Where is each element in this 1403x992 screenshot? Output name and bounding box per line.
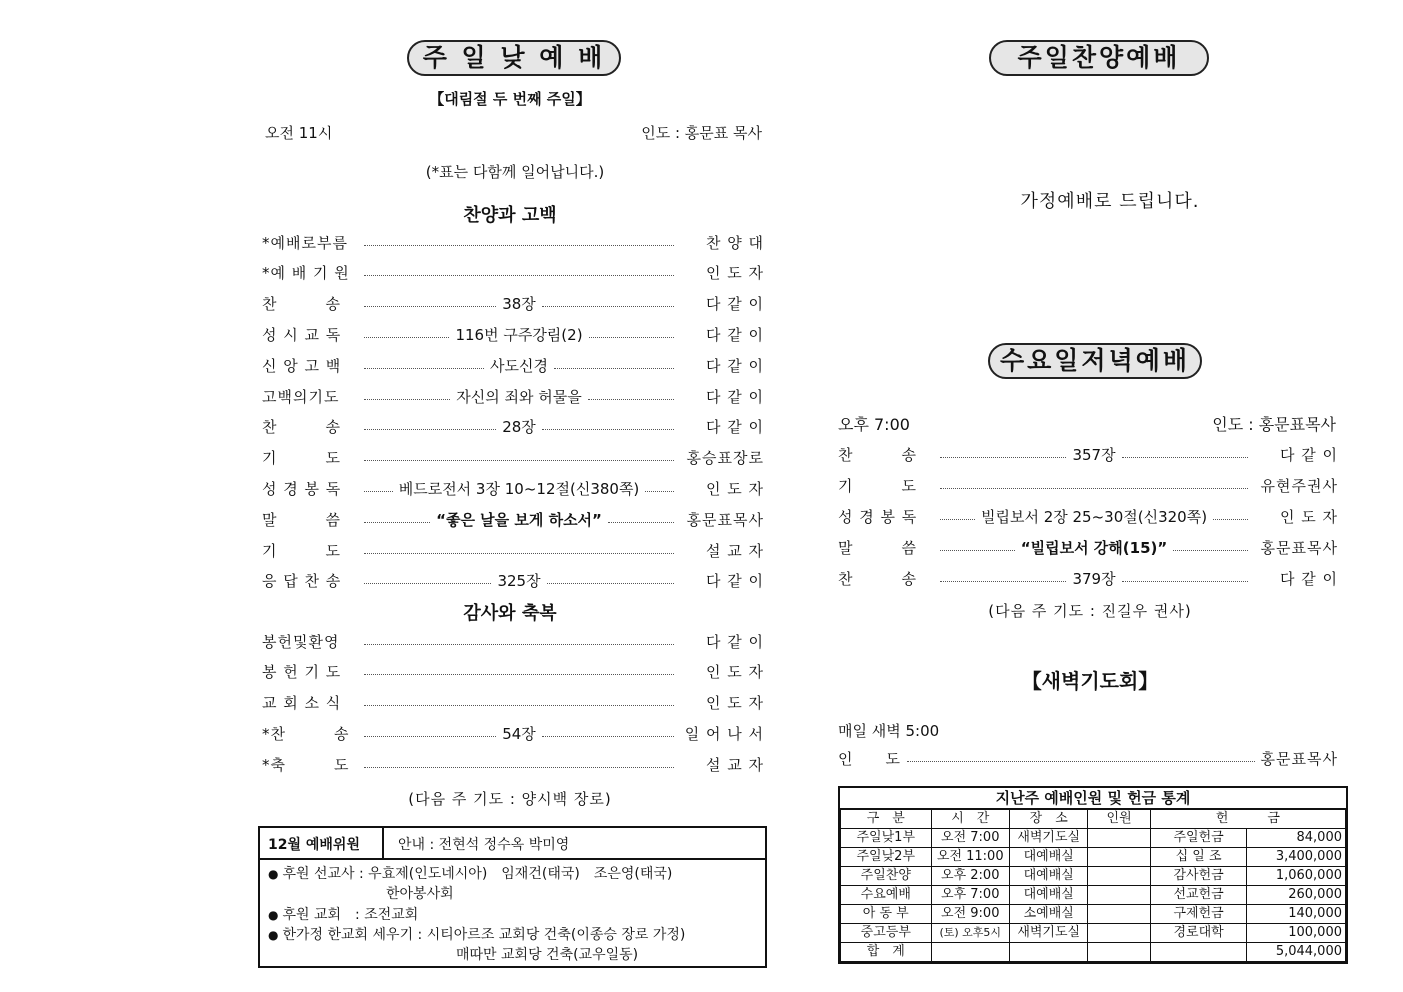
wed-item-label: 성 경 봉 독	[838, 507, 918, 526]
order-item-row	[262, 446, 764, 470]
wed-time: 오후 7:00	[838, 415, 910, 434]
order-item-dots	[588, 399, 674, 400]
stats-row	[841, 905, 1346, 924]
stats-row	[841, 848, 1346, 867]
title-wednesday-evening: 수요일저녁예배	[988, 343, 1202, 379]
order-item-label: 고백의기도	[262, 387, 340, 406]
section-thanks-blessing: 감사와 축복	[463, 603, 557, 624]
box-head-right: 안내 : 전현석 정수옥 박미영	[398, 837, 570, 853]
stats-header-cell: 장 소	[1009, 810, 1087, 829]
stats-cell: 주일찬양	[841, 867, 932, 886]
dawn-leader-row	[838, 746, 1338, 770]
order-item-row	[262, 538, 764, 562]
stats-table-wrap	[838, 786, 1348, 964]
order-item-content: 38장	[502, 295, 536, 314]
order-item-row	[262, 752, 764, 776]
order-item-content: 자신의 죄와 허물을	[456, 387, 582, 406]
box-head-left: 12월 예배위원	[268, 837, 360, 853]
stats-cell: 오후 7:00	[931, 886, 1009, 905]
wed-item-dots	[940, 519, 975, 520]
stats-cell: 주일낮2부	[841, 848, 932, 867]
standing-note: (*표는 다함께 일어납니다.)	[425, 163, 605, 181]
order-item-label: 신 앙 고 백	[262, 356, 342, 375]
order-item-row	[262, 322, 764, 346]
stats-cell: 새벽기도실	[1009, 829, 1087, 848]
stats-cell	[931, 943, 1009, 962]
order-item-dots	[364, 553, 674, 554]
stats-cell: 주일낮1부	[841, 829, 932, 848]
order-item-row	[262, 507, 764, 531]
order-item-content: 사도신경	[490, 356, 548, 375]
service-leader: 인도 : 홍문표 목사	[641, 124, 762, 142]
order-item-dots	[608, 522, 674, 523]
order-item-person: 다 같 이	[705, 572, 764, 591]
order-item-person: 인 도 자	[705, 694, 764, 713]
stats-cell: 100,000	[1247, 924, 1346, 943]
order-item-label: 성 경 봉 독	[262, 479, 342, 498]
order-item-person: 설 교 자	[705, 541, 764, 560]
order-item-label: 봉헌및환영	[262, 632, 340, 651]
order-item-person: 다 같 이	[706, 295, 765, 314]
stats-cell	[1150, 943, 1247, 962]
order-item-content: 325장	[497, 572, 541, 591]
order-item-dots	[364, 767, 674, 768]
title-sunday-praise: 주일찬양예배	[989, 40, 1209, 76]
dawn-prayer-title: 【새벽기도회】	[1021, 669, 1159, 693]
wed-item-content: 357장	[1072, 445, 1116, 464]
stats-cell: 140,000	[1247, 905, 1346, 924]
stats-cell: 260,000	[1247, 886, 1346, 905]
stats-cell	[1088, 848, 1150, 867]
order-item-dots	[364, 306, 496, 307]
order-item-person: 홍승표장로	[686, 449, 764, 468]
stats-cell	[1088, 905, 1150, 924]
wed-item-person: 다 같 이	[1279, 570, 1338, 589]
order-item-label: 찬 송	[262, 295, 341, 314]
box-line-missionary-cont: 한아봉사회	[386, 886, 454, 902]
order-item-content: 베드로전서 3장 10~12절(신380쪽)	[398, 479, 640, 498]
next-week-prayer: (다음 주 기도 : 양시백 장로)	[408, 790, 612, 808]
order-item-person: 설 교 자	[705, 755, 764, 774]
stats-cell: 소예배실	[1009, 905, 1087, 924]
stats-cell: 선교헌금	[1150, 886, 1247, 905]
stats-cell: 수요예배	[841, 886, 932, 905]
family-worship-note: 가정예배로 드립니다.	[1020, 191, 1200, 212]
order-item-dots	[364, 429, 496, 430]
box-divider-vertical	[382, 828, 384, 858]
order-item-dots	[364, 583, 491, 584]
order-item-row	[262, 415, 764, 439]
stats-header-row	[841, 810, 1346, 829]
wed-item-dots	[1122, 581, 1248, 582]
stats-cell	[1088, 829, 1150, 848]
order-item-label: 기 도	[262, 449, 341, 468]
title-sunday-worship: 주 일 낮 예 배	[407, 40, 621, 76]
order-item-label: 기 도	[262, 541, 341, 560]
stats-header-cell: 구 분	[841, 810, 932, 829]
stats-cell: 중고등부	[841, 924, 932, 943]
stats-cell: 3,400,000	[1247, 848, 1346, 867]
order-item-row	[262, 384, 764, 408]
stats-cell: 대예배실	[1009, 867, 1087, 886]
stats-cell: 합 계	[841, 943, 932, 962]
order-item-dots	[364, 337, 449, 338]
order-item-label: 성 시 교 독	[262, 325, 342, 344]
wed-item-row	[838, 442, 1338, 466]
wed-item-person: 인 도 자	[1280, 507, 1339, 526]
order-item-dots	[542, 306, 674, 307]
dawn-leader: 홍문표목사	[1260, 749, 1338, 768]
order-item-dots	[364, 368, 484, 369]
stats-cell: 84,000	[1247, 829, 1346, 848]
wed-item-person: 다 같 이	[1279, 445, 1338, 464]
stats-cell	[1088, 867, 1150, 886]
order-item-content: 28장	[502, 418, 536, 437]
wed-item-row	[838, 473, 1338, 497]
order-item-dots	[547, 583, 674, 584]
order-item-person: 인 도 자	[705, 663, 764, 682]
order-item-row	[262, 353, 764, 377]
wed-item-dots	[940, 581, 1066, 582]
stats-cell: 오후 2:00	[931, 867, 1009, 886]
order-item-dots	[542, 736, 674, 737]
order-item-dots	[364, 674, 674, 675]
wed-item-content: 379장	[1072, 570, 1116, 589]
order-item-dots	[364, 644, 674, 645]
order-item-row	[262, 230, 764, 254]
box-divider-horizontal	[260, 858, 765, 860]
order-item-content: 116번 구주강림(2)	[455, 325, 583, 344]
order-item-person: 다 같 이	[705, 632, 764, 651]
stats-row	[841, 943, 1346, 962]
order-item-dots	[542, 429, 674, 430]
order-item-row	[262, 292, 764, 316]
wed-next-prayer: (다음 주 기도 : 진길우 권사)	[988, 602, 1192, 620]
wed-item-label: 찬 송	[838, 570, 917, 589]
order-item-label: 봉 헌 기 도	[262, 663, 342, 682]
wed-item-dots	[940, 550, 1015, 551]
order-item-row	[262, 660, 764, 684]
service-time: 오전 11시	[265, 124, 333, 142]
order-item-person: 다 같 이	[705, 356, 764, 375]
subtitle-advent: 【대림절 두 번째 주일】	[429, 90, 591, 108]
wed-item-person: 유현주권사	[1260, 476, 1338, 495]
order-item-person: 다 같 이	[705, 387, 764, 406]
stats-header-cell: 인원	[1088, 810, 1150, 829]
dawn-time: 매일 새벽 5:00	[838, 722, 940, 740]
wed-item-label: 찬 송	[838, 445, 917, 464]
stats-cell: 오전 7:00	[931, 829, 1009, 848]
stats-cell: (토) 오후5시	[931, 924, 1009, 943]
order-item-dots	[364, 245, 674, 246]
stats-cell	[1009, 943, 1087, 962]
stats-cell: 1,060,000	[1247, 867, 1346, 886]
order-item-dots	[364, 399, 450, 400]
order-item-dots	[554, 368, 674, 369]
wed-item-dots	[940, 457, 1066, 458]
order-item-label: *예 배 기 원	[262, 264, 350, 283]
box-line-missionary: ● 후원 선교사 : 우효제(인도네시아) 임재건(태국) 조은영(태국)	[268, 863, 672, 883]
dawn-dots	[907, 761, 1255, 762]
stats-cell: 아 동 부	[841, 905, 932, 924]
box-line-one-family-cont: 매따만 교회당 건축(교우일동)	[456, 947, 639, 963]
wed-leader: 인도 : 홍문표목사	[1212, 415, 1336, 434]
stats-row	[841, 867, 1346, 886]
order-item-content: “좋은 날을 보게 하소서”	[436, 510, 602, 529]
order-item-dots	[364, 522, 430, 523]
order-item-dots	[364, 705, 674, 706]
order-item-person: 다 같 이	[706, 418, 765, 437]
order-item-person: 인 도 자	[705, 264, 764, 283]
order-item-label: 응 답 찬 송	[262, 572, 342, 591]
wed-item-dots	[1173, 550, 1248, 551]
order-item-row	[262, 691, 764, 715]
stats-cell: 구제헌금	[1150, 905, 1247, 924]
stats-cell	[1088, 924, 1150, 943]
stats-cell: 대예배실	[1009, 886, 1087, 905]
order-item-label: 교 회 소 식	[262, 694, 342, 713]
wed-item-dots	[940, 488, 1248, 489]
stats-cell: 대예배실	[1009, 848, 1087, 867]
stats-cell: 새벽기도실	[1009, 924, 1087, 943]
stats-row	[841, 924, 1346, 943]
order-item-label: *찬 송	[262, 724, 350, 743]
stats-table	[840, 809, 1346, 962]
wed-item-label: 말 씀	[838, 539, 917, 558]
order-item-label: 찬 송	[262, 418, 341, 437]
order-item-row	[262, 261, 764, 285]
order-item-person: 찬 양 대	[705, 233, 764, 252]
wed-item-row	[838, 567, 1338, 591]
stats-cell: 5,044,000	[1247, 943, 1346, 962]
wed-item-dots	[1122, 457, 1248, 458]
order-item-row	[262, 569, 764, 593]
order-item-label: *예배로부름	[262, 233, 348, 252]
stats-cell	[1088, 943, 1150, 962]
stats-cell	[1088, 886, 1150, 905]
box-line-one-family: ● 한가정 한교회 세우기 : 시티아르조 교회당 건축(이종승 장로 가정)	[268, 924, 685, 944]
box-line-church: ● 후원 교회 : 조전교회	[268, 904, 418, 924]
wed-item-dots	[1213, 519, 1248, 520]
section-praise-confession: 찬양과 고백	[463, 205, 557, 226]
wed-item-content: 빌립보서 2장 25~30절(신320쪽)	[980, 507, 1208, 526]
order-item-dots	[589, 337, 674, 338]
order-item-row	[262, 476, 764, 500]
wed-item-content: “빌립보서 강해(15)”	[1020, 539, 1168, 558]
order-item-dots	[364, 460, 674, 461]
stats-header-cell: 헌 금	[1150, 810, 1345, 829]
order-item-row	[262, 629, 764, 653]
order-item-dots	[364, 736, 496, 737]
stats-header-cell: 시 간	[931, 810, 1009, 829]
wed-item-person: 홍문표목사	[1260, 539, 1338, 558]
order-item-dots	[645, 491, 674, 492]
order-item-row	[262, 721, 764, 745]
stats-row	[841, 886, 1346, 905]
order-item-person: 다 같 이	[706, 325, 765, 344]
order-item-dots	[364, 275, 674, 276]
stats-row	[841, 829, 1346, 848]
wed-item-label: 기 도	[838, 476, 917, 495]
stats-title: 지난주 예배인원 및 헌금 통계	[840, 788, 1346, 809]
wed-item-row	[838, 504, 1338, 528]
december-worship-box	[258, 826, 767, 968]
order-item-person: 인 도 자	[706, 479, 765, 498]
stats-cell: 오전 11:00	[931, 848, 1009, 867]
order-item-label: *축 도	[262, 755, 350, 774]
dawn-label: 인 도	[838, 749, 901, 768]
order-item-content: 54장	[502, 724, 536, 743]
order-item-dots	[364, 491, 393, 492]
order-item-person: 일 어 나 서	[684, 724, 765, 743]
order-item-label: 말 씀	[262, 510, 341, 529]
stats-cell: 십 일 조	[1150, 848, 1247, 867]
order-item-person: 홍문표목사	[686, 510, 765, 529]
stats-cell: 주일헌금	[1150, 829, 1247, 848]
stats-cell: 오전 9:00	[931, 905, 1009, 924]
wed-item-row	[838, 536, 1338, 560]
stats-cell: 경로대학	[1150, 924, 1247, 943]
stats-cell: 감사헌금	[1150, 867, 1247, 886]
